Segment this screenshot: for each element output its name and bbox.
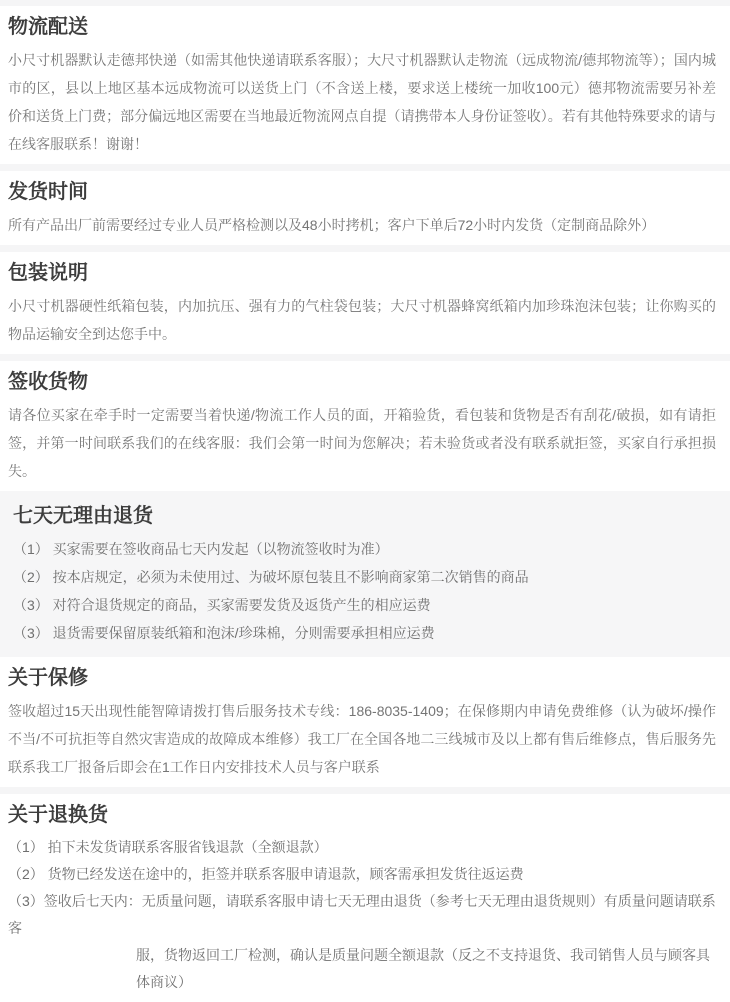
section-divider — [0, 245, 730, 252]
seven-day-return-rules-list — [13, 535, 718, 647]
list-item: （3）签收后七天内：无质量问题，请联系客服申请七天无理由退货（参考七天无理由退货规则）有质量问题请联系客 — [8, 893, 716, 936]
section-body-logistics: 小尺寸机器默认走德邦快递（如需其他快递请联系客服）；大尺寸机器默认走物流（远成物流/德邦物流等）；国内城市的区，县以上地区基本远成物流可以送货上门（不含送上楼，要求送上楼统一加收100元）德邦物流需要另补差价和送货上门费；部分偏远地区需要在当地最近物流网点自提（请携带本人身份证签收）。若有其他特殊要求的请与在线客服联系！谢谢！ — [8, 52, 716, 152]
section-title-warranty: 关于保修 — [8, 667, 88, 689]
list-item: （2） 按本店规定，必须为未使用过、为破坏原包装且不影响商家第二次销售的商品 — [13, 569, 529, 585]
section-shipping-time — [0, 171, 730, 245]
list-item: （3） 退货需要保留原装纸箱和泡沫/珍珠棉，分则需要承担相应运费 — [13, 625, 435, 641]
section-body-receiving: 请各位买家在牵手时一定需要当着快递/物流工作人员的面，开箱验货，看包装和货物是否有刮花/破损，如有请拒签，并第一时间联系我们的在线客服：我们会第一时间为您解决；若未验货或者没有联系就拒签，买家自行承担损失。 — [8, 407, 716, 479]
list-item: （2） 货物已经发送在途中的，拒签并联系客服申请退款，顾客需承担发货往返运费 — [8, 866, 524, 882]
section-body-packaging: 小尺寸机器硬性纸箱包装，内加抗压、强有力的气柱袋包装；大尺寸机器蜂窝纸箱内加珍珠泡沫包装；让你购买的物品运输安全到达您手中。 — [8, 298, 716, 342]
section-returns-exchange — [0, 794, 730, 1002]
section-divider — [0, 354, 730, 361]
section-seven-day-return — [0, 491, 730, 657]
section-title-logistics: 物流配送 — [8, 16, 88, 38]
section-body-warranty: 签收超过15天出现性能智障请拨打售后服务技术专线：186-8035-1409；在保修期内申请免费维修（认为破坏/操作不当/不可抗拒等自然灾害造成的故障成本维修）我工厂在全国各地二三线城市及以上都有售后维修点，售后服务先联系我工厂报备后即会在1工作日内安排技术人员与客户联系 — [8, 703, 716, 775]
section-title-receiving: 签收货物 — [8, 371, 88, 393]
section-logistics — [0, 6, 730, 164]
section-title-returns-exchange: 关于退换货 — [8, 804, 108, 826]
section-title-packaging: 包装说明 — [8, 262, 88, 284]
section-warranty — [0, 657, 730, 787]
section-body-shipping-time: 所有产品出厂前需要经过专业人员严格检测以及48小时拷机；客户下单后72小时内发货（定制商品除外） — [8, 217, 656, 233]
list-item: （1） 拍下未发货请联系客服省钱退款（全额退款） — [8, 839, 328, 855]
returns-exchange-rules-list — [8, 834, 716, 996]
section-divider — [0, 164, 730, 171]
list-item: （1） 买家需要在签收商品七天内发起（以物流签收时为准） — [13, 541, 389, 557]
list-item-continuation: 服，货物返回工厂检测，确认是质量问题全额退款（反之不支持退货、我司销售人员与顾客具体商议） — [136, 947, 710, 990]
section-receiving — [0, 361, 730, 491]
section-divider — [0, 787, 730, 794]
section-title-seven-day-return: 七天无理由退货 — [13, 505, 153, 527]
list-item: （3） 对符合退货规定的商品，买家需要发货及返货产生的相应运费 — [13, 597, 431, 613]
section-packaging — [0, 252, 730, 354]
section-title-shipping-time: 发货时间 — [8, 181, 88, 203]
